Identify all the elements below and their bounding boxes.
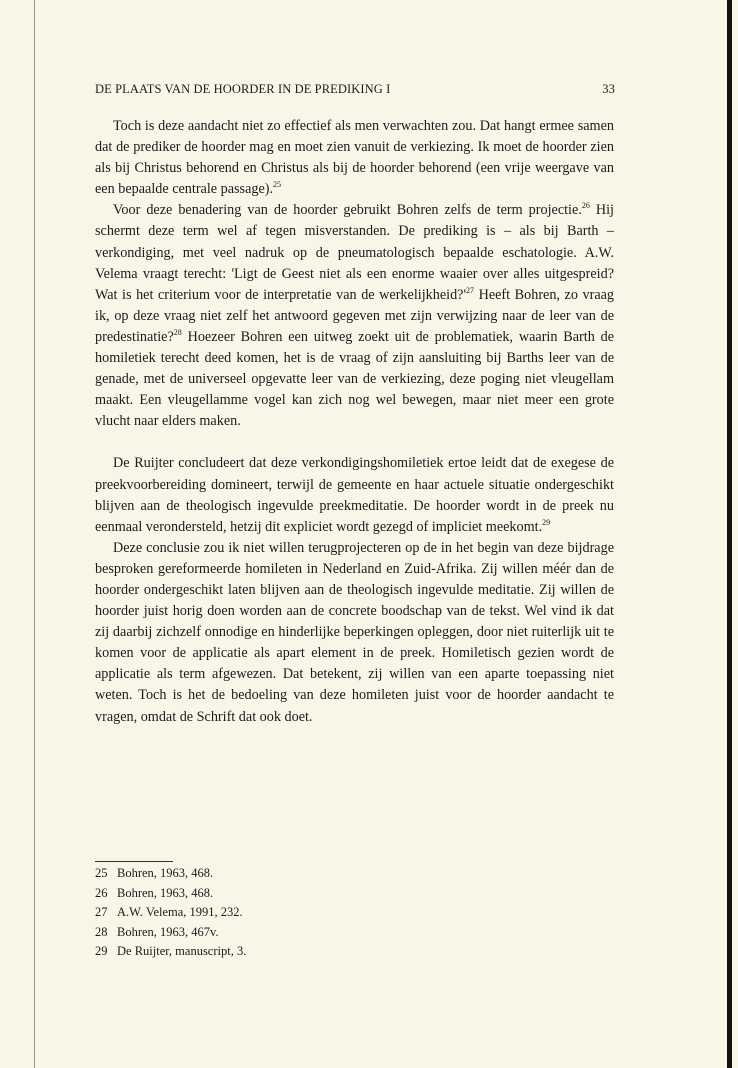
footnote-ref: 28 [173,327,182,337]
paragraph-text: Toch is deze aandacht niet zo effectief als men verwachten zou. Dat hangt ermee samen dat de prediker de hoorder mag en moet zien vanuit de verkiezing. Ik moet de hoorder zien als bij Christus behorend en Christus als bij de hoorder behorend (een vrije weergave van een bepaalde centrale passage). [95,118,614,198]
footnote-text: De Ruijter, manuscript, 3. [117,944,247,958]
paragraph [95,200,614,432]
page-number: 33 [602,82,615,96]
paragraph-text: Heeft Bohren, zo vraag ik, op deze vraag niet zelf het antwoord gegeven met zijn verwijzing naar de leer van de predestinatie? [95,286,615,345]
paragraph-text: Hij schermt deze term wel af tegen misverstanden. De prediking is – als bij Barth – verkondiging, met veel nadruk op de pneumatologisch bepaalde eschatologie. A.W. Velema vraagt terecht: 'Ligt de Geest niet als een enorme waaier over alles uitgespreid? Wat is het criterium voor de interpretatie van de werkelijkheid?' [95,202,614,303]
footnote [95,923,246,943]
paragraph-text: Hoezeer Bohren een uitweg zoekt uit de problematiek, waarin Barth de homiletiek terecht deed komen, het is de vraag of zijn aansluiting bij Barths leer van de genade, met de universeel opgevatte leer van de verkiezing, deze poging niet vleugellam maakt. Een vleugellamme vogel kan zich nog wel bewegen, maar niet meer een grote vlucht naar elders maken. [95,328,614,430]
footnote-ref: 29 [542,517,551,527]
footnote-text: Bohren, 1963, 468. [117,885,214,900]
paragraph [95,116,614,200]
footnote [95,884,246,904]
footnote-ref: 26 [581,201,590,211]
footnote-text: Bohren, 1963, 467v. [117,924,219,939]
footnote-ref: 25 [273,180,282,190]
header-title: DE PLAATS VAN DE HOORDER IN DE PREDIKING I [95,82,391,96]
footnote-number: 25 [95,866,108,880]
paragraph-text: Voor deze benadering van de hoorder gebruikt Bohren zelfs de term projectie. [113,202,582,219]
footnotes [95,864,246,962]
footnote [95,903,246,923]
paragraph-text: Deze conclusie zou ik niet willen terugprojecteren op de in het begin van deze bijdrage besproken gereformeerde homileten in Nederland en Zuid-Afrika. Zij willen méér dan de hoorder ondergeschikt laten blijven aan de theologisch ingevulde meditatie. Zij willen de hoorder juist horig doen worden aan de concrete boodschap van de tekst. Wel vind ik dat zij daarbij zichzelf onnodige en hinderlijke beperkingen opleggen, door niet ruiterlijk uit te komen voor de applicatie als apart element in de preek. Homiletisch gezien wordt de applicatie als term afgewezen. Dat betekent, zij willen van een aparte toepassing niet weten. Toch is het de bedoeling van deze homileten juist voor de hoorder aandacht te vragen, omdat de Schrift dat ook doet. [95,539,614,725]
footnote-number: 28 [95,924,108,939]
footnote [95,942,246,962]
body-text [95,116,614,728]
paragraph [95,453,614,537]
footnote-number: 29 [95,944,108,958]
page-edge-right [727,0,732,1068]
paragraph [95,538,614,728]
footnote-number: 26 [95,885,108,900]
paragraph-text: De Ruijter concludeert dat deze verkondigingshomiletiek ertoe leidt dat de exegese de preekvoorbereiding domineert, terwijl de gemeente en haar actuele situatie ondergeschikt blijven aan de theologisch ingevulde preekmeditatie. De hoorder wordt in de preek nu eenmaal verondersteld, hetzij dit expliciet wordt gezegd of impliciet meekomt. [95,455,614,535]
footnote [95,864,246,884]
footnote-text: A.W. Velema, 1991, 232. [117,905,243,919]
footnote-text: Bohren, 1963, 468. [117,866,214,880]
footnote-ref: 27 [466,285,475,295]
page-edge-left [34,0,35,1068]
footnote-number: 27 [95,905,108,919]
footnote-rule [95,861,173,862]
